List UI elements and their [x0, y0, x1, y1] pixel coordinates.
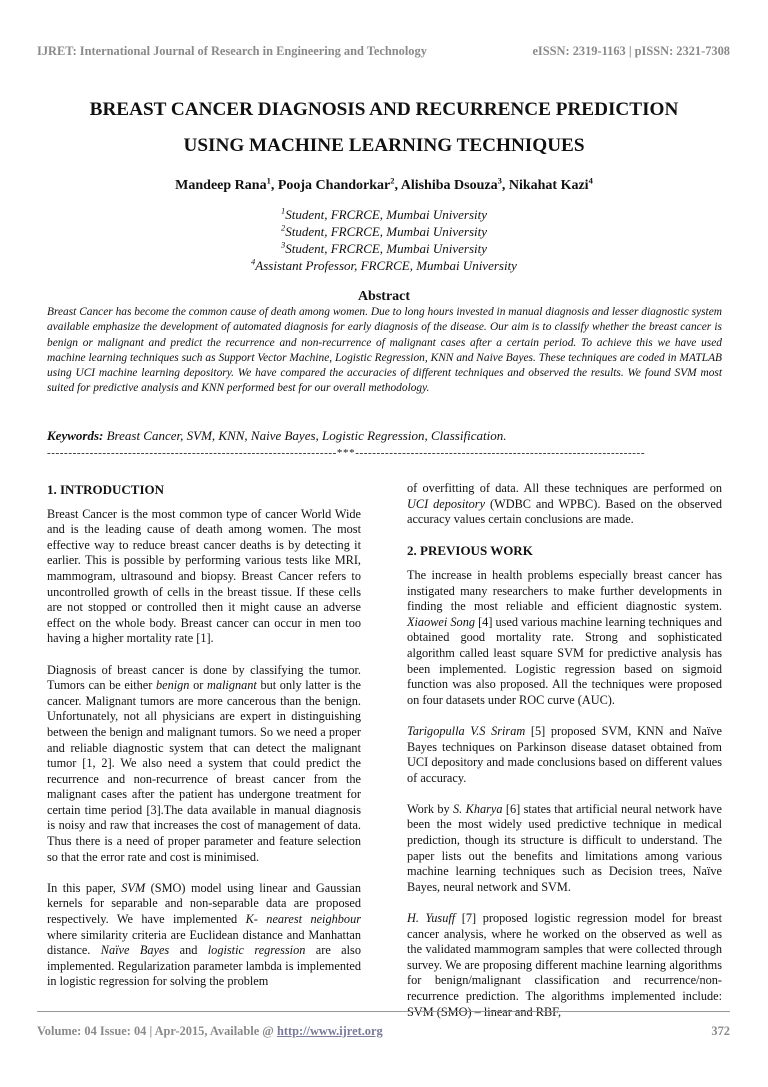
text-run: are also implemented. Regularization parameter lambda is implemented in logistic regression for solving the problem [47, 943, 361, 989]
text-run: [4] used various machine learning techniques and obtained good mortality rate. Strong and sophisticated algorithm called least square SVM for predictive analysis has been implemented. Logistic regression based on sigmoid function was also proposed. All the techniques were proposed on four datasets under ROC curve (AUC). [407, 614, 722, 707]
author-name: Mandeep Rana [175, 178, 267, 193]
left-column [47, 482, 361, 1006]
affiliation-sup: 2 [280, 222, 286, 233]
footer-divider [37, 1011, 730, 1012]
text-run: or [189, 678, 207, 693]
affiliation [0, 240, 768, 257]
italic-term: Naïve Bayes [100, 943, 170, 958]
title-line-2: USING MACHINE LEARNING TECHNIQUES [183, 135, 585, 156]
intro-paragraph-2 [47, 663, 361, 866]
italic-term: benign [155, 678, 190, 693]
author-sep: , [394, 178, 401, 193]
affiliation-text: Student, FRCRCE, Mumbai University [285, 241, 488, 256]
footer-volume-info [37, 1024, 383, 1039]
section-heading-introduction: 1. INTRODUCTION [47, 482, 165, 497]
author-name: Pooja Chandorkar [277, 178, 391, 193]
keywords-text: Breast Cancer, SVM, KNN, Naive Bayes, Logistic Regression, Classification. [106, 428, 507, 443]
italic-term: malignant [206, 678, 257, 693]
author-sup: 3 [497, 175, 502, 186]
running-header [37, 44, 730, 59]
running-footer [37, 1024, 730, 1039]
text-run: but only latter is the cancer. Malignant tumors are more cancerous than the benign. Unfortunately, not all physicians are expert in distinguishing between the benign and malignant tumors. So we need a proper and reliable diagnostic system that can detect the malignant tumor [1, 2]. We also need a system that could predict the recurrence and non-recurrence of breast cancer from the malignant cases after the patient has undergone treatment for certain time period [3].The data available in manual diagnosis is noisy and raw that increases the cost of management of data. Thus there is a need of proper parameter and feature selection so that the error rate and cost is minimised. [47, 678, 362, 864]
author-name: Alishiba Dsouza [400, 178, 498, 193]
italic-term: logistic regression [207, 943, 306, 958]
text-run: In this paper, [47, 880, 122, 895]
text-run: (SMO) model using linear and Gaussian kernels for separable and non-separable data are proposed respectively. We have implemented [47, 880, 361, 927]
author-name: Nikahat Kazi [508, 178, 589, 193]
author-sup: 4 [588, 175, 593, 186]
journal-name: IJRET: International Journal of Research in Engineering and Technology [37, 44, 427, 58]
keywords-label: Keywords: [47, 428, 104, 443]
text-run: The increase in health problems especially breast cancer has instigated many researchers to make further developments in finding the most reliable and efficient diagnostic system. [407, 567, 722, 614]
paper-title [30, 92, 738, 164]
author-list [0, 175, 768, 194]
text-run: (WDBC and WPBC). Based on the observed accuracy values certain conclusions are made. [407, 496, 722, 527]
italic-term: SVM [121, 880, 146, 895]
intro-paragraph-3 [47, 881, 361, 990]
affiliation-text: Student, FRCRCE, Mumbai University [285, 224, 488, 239]
issn-info: eISSN: 2319-1163 | pISSN: 2321-7308 [532, 44, 730, 58]
affiliation-sup: 4 [251, 256, 256, 267]
footer-text: Volume: 04 Issue: 04 | Apr-2015, Available @ [37, 1024, 277, 1038]
previous-work-paragraph-1 [407, 568, 722, 708]
affiliation [0, 206, 768, 223]
text-run: [6] states that artificial neural network have been the most widely used predictive technique in medical prediction, though its structure is difficult to understand. The paper lists out the benefits and limitations among various machine learning techniques such as Decision trees, Naïve Bayes, neural network and SVM. [407, 801, 722, 894]
affiliation-sup: 1 [280, 205, 286, 216]
affiliation [0, 223, 768, 240]
author-sup: 1 [266, 175, 271, 186]
section-separator: --------------------------------------------------------------------***-------------------------------------------------------------------- [47, 447, 646, 459]
title-line-1: BREAST CANCER DIAGNOSIS AND RECURRENCE PREDICTION [89, 99, 679, 120]
affiliation [0, 257, 768, 274]
footer-link[interactable]: http://www.ijret.org [276, 1024, 383, 1038]
italic-term: S. Kharya [453, 801, 503, 816]
text-run: and [169, 943, 208, 958]
italic-term: Xiaowei Song [407, 614, 475, 629]
italic-term: UCI depository [407, 496, 486, 511]
intro-continuation [407, 481, 722, 528]
text-run: where similarity criteria are Euclidean distance and Manhattan distance. [47, 927, 361, 958]
italic-term: H. Yusuff [407, 911, 456, 926]
right-column [407, 481, 722, 1036]
italic-term: K- nearest neighbour [245, 912, 361, 927]
abstract-heading: Abstract [357, 289, 411, 304]
intro-paragraph-1: Breast Cancer is the most common type of cancer World Wide and is the leading cause of death among women. The most effective way to reduce breast cancer deaths is by detecting it earlier. This is possible by performing various tests like MRI, mammogram, ultrasound and biopsy. Breast Cancer refers to uncontrolled growth of cells in the breast tissue. If these cells are not stopped or controlled then it might cause an adverse effect on the whole body. Breast cancer can occur in men too having a higher mortality rate [1]. [47, 506, 361, 646]
affiliation-text: Student, FRCRCE, Mumbai University [285, 207, 488, 222]
author-sep: , [501, 178, 509, 193]
text-run: Work by [407, 801, 454, 816]
previous-work-paragraph-3 [407, 802, 722, 896]
page-number: 372 [711, 1024, 730, 1038]
affiliation-sup: 3 [280, 239, 286, 250]
text-run: [5] proposed SVM, KNN and Naïve Bayes techniques on Parkinson disease dataset obtained from UCI depository and made conclusions based on different values of accuracy. [407, 723, 722, 785]
text-run: of overfitting of data. All these techniques are performed on [407, 481, 722, 495]
text-run: [7] proposed logistic regression model for breast cancer analysis, where he worked on the observed as well as the validated mammogram samples that were collected through survey. We are proposing different machine learning algorithms for benign/malignant classification and recurrence/non-recurrence prediction. The algorithms implemented include: SVM (SMO) – linear and RBF, [407, 911, 722, 1019]
keywords [47, 428, 506, 444]
affiliation-list [0, 206, 768, 274]
author-sep: , [270, 178, 278, 193]
text-run: Diagnosis of breast cancer is done by classifying the tumor. Tumors can be either [47, 662, 361, 693]
italic-term: Tarigopulla V.S Sriram [407, 723, 526, 738]
affiliation-text: Assistant Professor, FRCRCE, Mumbai University [255, 258, 517, 273]
abstract-text: Breast Cancer has become the common cause of death among women. Due to long hours invested in manual diagnosis and lesser diagnostic system available emphasize the development of automated diagnosis for early diagnosis of the disease. Our aim is to classify whether the breast cancer is benign or malignant and predict the recurrence and non-recurrence of malignant cases after a certain period. To achieve this we have used machine learning techniques such as Support Vector Machine, Logistic Regression, KNN and Naive Bayes. These techniques are coded in MATLAB using UCI machine learning depository. We have compared the accuracies of different techniques and observed the results. We found SVM most suited for predictive analysis and KNN performed best for our overall methodology. [47, 306, 722, 395]
previous-work-paragraph-4 [407, 911, 722, 1020]
author-sup: 2 [390, 175, 395, 186]
previous-work-paragraph-2 [407, 724, 722, 786]
section-heading-previous-work: 2. PREVIOUS WORK [407, 543, 533, 559]
